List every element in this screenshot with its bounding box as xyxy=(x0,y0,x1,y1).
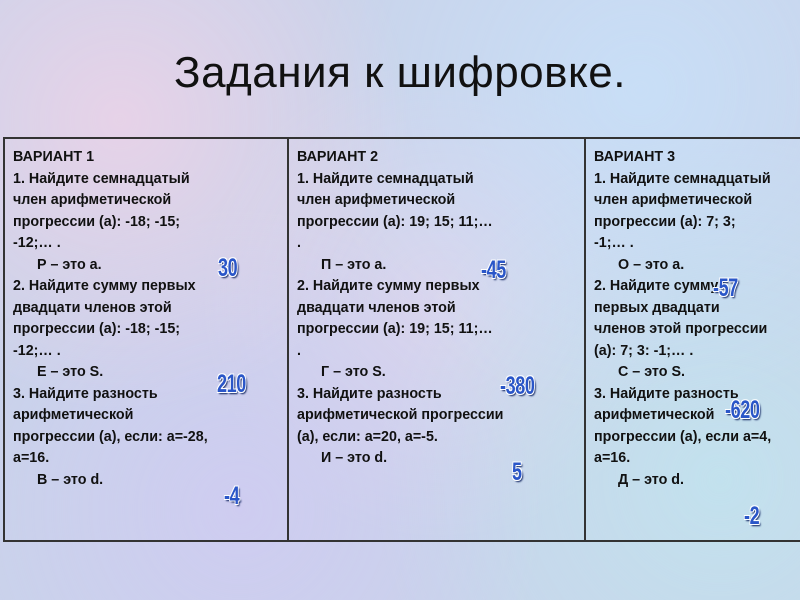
task-line: Е – это S. xyxy=(37,364,104,380)
task-line: . xyxy=(297,342,301,359)
answer-v1-d: -4 xyxy=(224,482,240,510)
task-line: член арифметической xyxy=(297,192,456,208)
task-line: прогрессии (а): 7; 3; xyxy=(594,213,736,230)
task-line: П – это а. xyxy=(321,256,387,273)
task-line: член арифметической xyxy=(13,192,172,208)
task-line: 3. Найдите разность xyxy=(297,385,442,402)
task-line: а=16. xyxy=(594,450,631,466)
task-line: Г – это S. xyxy=(321,364,386,380)
task-line: прогрессии (а): 19; 15; 11;… xyxy=(297,213,493,230)
variant-1-cell xyxy=(4,138,288,541)
task-line: 3. Найдите разность xyxy=(594,385,739,402)
task-line: И – это d. xyxy=(321,450,388,466)
task-line: ВАРИАНТ 2 xyxy=(297,149,379,165)
task-line: 2. Найдите сумму xyxy=(594,278,719,294)
task-line: -1;… . xyxy=(594,235,634,251)
task-line: а=16. xyxy=(13,450,50,466)
task-line: -12;… . xyxy=(13,235,61,251)
task-line: арифметической прогрессии xyxy=(297,407,504,423)
task-line: С – это S. xyxy=(618,364,685,380)
task-line: Р – это а. xyxy=(37,256,102,273)
task-line: 3. Найдите разность xyxy=(13,385,158,402)
task-line: член арифметической xyxy=(594,192,753,208)
answer-v1-a: 30 xyxy=(218,254,238,282)
answer-v2-a: -45 xyxy=(481,256,506,284)
task-line: ВАРИАНТ 3 xyxy=(594,149,676,165)
task-line: 1. Найдите семнадцатый xyxy=(297,170,474,187)
slide-title: Задания к шифровке. xyxy=(174,48,626,97)
table-row xyxy=(4,138,800,541)
variant-3-cell xyxy=(585,138,800,541)
answer-v1-s: 210 xyxy=(217,370,246,398)
task-line: прогрессии (а), если а=4, xyxy=(594,428,772,445)
task-line: прогрессии (а): 19; 15; 11;… xyxy=(297,321,493,337)
tasks-table xyxy=(3,137,800,542)
task-line: арифметической xyxy=(594,407,715,423)
task-line: В – это d. xyxy=(37,471,104,488)
task-line: -12;… . xyxy=(13,342,61,359)
answer-v3-a: -57 xyxy=(713,274,738,302)
task-line: 2. Найдите сумму первых xyxy=(13,278,196,294)
task-line: прогрессии (а): -18; -15; xyxy=(13,213,181,230)
task-line: О – это а. xyxy=(618,256,685,273)
task-line: 2. Найдите сумму первых xyxy=(297,278,480,294)
task-line: прогрессии (а), если: а=-28, xyxy=(13,428,208,445)
task-line: (а): 7; 3: -1;… . xyxy=(594,342,694,359)
answer-v2-d: 5 xyxy=(512,458,522,486)
task-line: двадцати членов этой xyxy=(297,299,456,316)
variant-2-cell xyxy=(288,138,585,541)
answer-v2-s: -380 xyxy=(500,372,535,400)
task-line: ВАРИАНТ 1 xyxy=(13,149,95,165)
task-line: прогрессии (а): -18; -15; xyxy=(13,321,181,337)
task-line: Д – это d. xyxy=(618,471,685,488)
task-line: 1. Найдите семнадцатый xyxy=(13,170,190,187)
task-line: (а), если: а=20, а=-5. xyxy=(297,428,438,445)
task-line: 1. Найдите семнадцатый xyxy=(594,170,771,187)
task-line: членов этой прогрессии xyxy=(594,321,768,337)
task-line: арифметической xyxy=(13,407,134,423)
task-line: первых двадцати xyxy=(594,299,720,316)
task-line: двадцати членов этой xyxy=(13,299,172,316)
answer-v3-d: -2 xyxy=(744,502,760,530)
answer-v3-s: -620 xyxy=(725,396,760,424)
task-line: . xyxy=(297,235,301,251)
